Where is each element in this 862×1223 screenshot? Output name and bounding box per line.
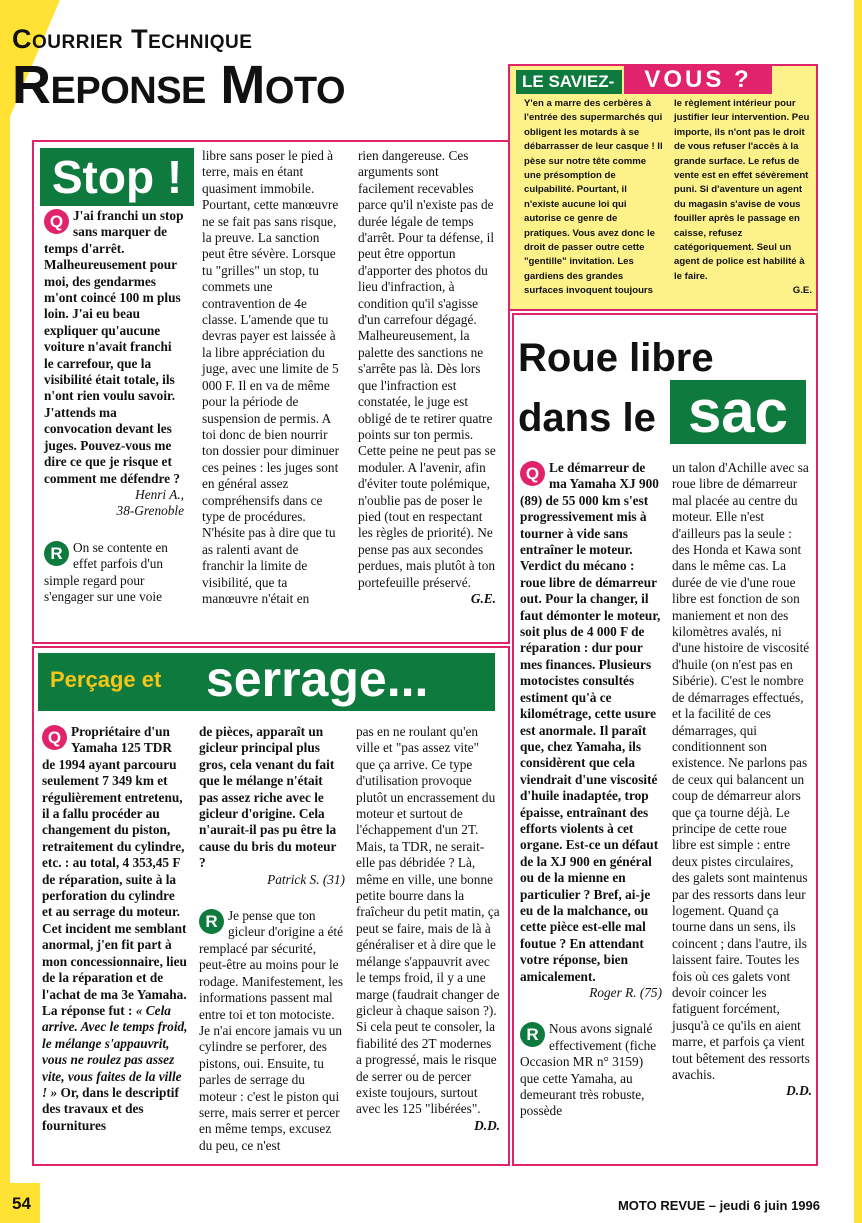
stop-column-2 <box>202 148 342 607</box>
roue-answer-start <box>520 1021 662 1119</box>
percage-question-text-1: Propriétaire d'un Yamaha 125 TDR de 1994 ayant parcouru seulement 7 349 km et régulièrement entretenu, il a fallu procéder au changement du piston, retraitement du cylindre, etc. : au total, 4 353,45 F de réparation, suite à la perforation du cylindre et au serrage du moteur. Cet incident me semblant anormal, j'en fit part à mon concessionnaire, lieu de la réparation et de l'achat de ma 3e Yamaha. La réponse fut : <box>42 724 187 1018</box>
stop-answer-text-2: libre sans poser le pied à terre, mais en étant quasiment immobile. Pourtant, cette manœuvre ne se fait pas sans risque, la preuve. La sanction peut être sévère. Lorsque tu "grilles" un stop, tu commets une contravention de 4e classe. L'amende que tu devras payer est laissée à la libre appréciation du juge, avec une limite de 5 000 F. Il en va de même pour la période de suspension de permis. A toi donc de bien nourrir ton dossier pour diminuer ces peines : les juges sont en général assez compréhensifs dans ce type de procédures. N'hésite pas à dire que tu as ralenti avant de franchir la limite de visibilité, que ta manœuvre n'était en <box>202 148 340 606</box>
roue-column-1 <box>520 460 662 1120</box>
percage-title-small: Perçage et <box>50 667 162 692</box>
percage-question-quote: « Cela arrive. Avec le temps froid, le mélange s'appauvrit, vous ne roulez pas assez vite, vous faites de la ville ! » <box>42 1002 188 1100</box>
percage-question <box>42 724 188 1134</box>
stop-answer-start <box>44 540 184 606</box>
roue-question <box>520 460 662 985</box>
did-you-know-title-part1: LE SAVIEZ- <box>516 70 622 94</box>
stop-author: Henri A., <box>135 486 184 502</box>
roue-signature: D.D. <box>786 1083 812 1099</box>
page-edge-left <box>0 0 10 1223</box>
did-you-know-title-part2: VOUS ? <box>624 66 772 94</box>
did-you-know-signature: G.E. <box>792 285 812 297</box>
stop-article-title: Stop ! <box>40 148 194 206</box>
percage-column-1 <box>42 724 188 1134</box>
percage-title-bar <box>38 653 495 711</box>
roue-title-line2: dans le <box>518 396 656 440</box>
page-headline: Reponse Moto <box>12 55 346 115</box>
roue-answer-text-1: Nous avons signalé effectivement (fiche Occasion MR n° 3159) que cette Yamaha, au demeurant très robuste, possède <box>520 1021 657 1119</box>
magazine-footer: MOTO REVUE – jeudi 6 juin 1996 <box>617 1198 820 1213</box>
did-you-know-text1: Y'en a marre des cerbères à l'entrée des supermarchés qui obligent les motards à se débarrasser de leur casque ! Il pèse sur notre tête comme une présomption de culpabilité. Pourtant, il n'existe aucune loi qui autorise ce genre de pratiques. Vous avez donc le droit de passer outre cette "gentille" invitation. Les gardiens des grandes surfaces invoquent toujours <box>524 98 663 297</box>
percage-answer-text-1: Je pense que ton gicleur d'origine a été remplacé par sécurité, peut-être au moins pour le rodage. Manifestement, les informations passent mal entre toi et ton motociste. Je n'ai encore jamais vu un cylindre se perforer, des pistons, oui. Ensuite, tu parles de serrage du moteur : c'est le piston qui serre, mais serrer et percer en même temps, excusez du peu, ce n'est <box>199 908 343 1153</box>
answer-badge-icon: R <box>44 541 69 566</box>
percage-question-text-2: Or, dans le descriptif des travaux et des fournitures <box>42 1084 179 1133</box>
answer-badge-icon: R <box>520 1022 545 1047</box>
did-you-know-text2: le règlement intérieur pour justifier leur intervention. Peu importe, ils n'ont pas le droit de vous refuser l'accès à la grande surface. Le refus de vente est en effet sévèrement puni. Si d'aventure un agent du magasin s'avise de vous fouiller après le passage en caisse, refusez catégoriquement. Seul un agent de police est habilité à le faire. <box>674 98 810 282</box>
stop-location: 38-Grenoble <box>116 503 184 519</box>
question-badge-icon: Q <box>44 209 69 234</box>
stop-signature: G.E. <box>470 590 496 606</box>
section-kicker: Courrier Technique <box>12 24 253 54</box>
percage-signature: D.D. <box>474 1117 500 1133</box>
roue-title-line1: Roue libre <box>518 336 714 380</box>
question-badge-icon: Q <box>42 725 67 750</box>
stop-question-text: J'ai franchi un stop sans marquer de temps d'arrêt. Malheureusement pour moi, des gendarmes m'ont coincé 100 m plus loin. J'ai eu beau expliquer qu'aucune voiture n'avait franchi le carrefour, que la visibilité était totale, ils n'ont rien voulu savoir. J'attends ma convocation devant les juges. Pouvez-vous me dire ce que je risque et comment me défendre ? <box>44 208 184 486</box>
roue-author: Roger R. (75) <box>589 985 662 1000</box>
roue-answer-text-2: un talon d'Achille avec sa roue libre de démarreur mal placée au centre du moteur. Elle n'est d'ailleurs pas la seule : des Honda et Kawa sont dans le même cas. La durée de vie d'une roue libre est fonction de son maniement et non des kilomètres avalés, ni d'une histoire de viscosité d'huile (on n'est pas en Sibérie). C'est le nombre de démarrages effectués, et la facilité de ces démarrages, qui conditionnent son existence. Ne parlons pas de ceux qui balancent un coup de démarreur alors que ça tourne déjà. Le principe de cette roue libre est simple : entre deux pistes circulaires, des galets sont maintenus par des ressorts dans leur logement. Quand ça tourne dans un sens, ils coincent ; dans l'autre, ils laissent faire. Toutes les fois où ces galets vont devoir coincer les fatiguent forcément, jusqu'à ce qu'ils en aient marre, et parfois ça vient tout bêtement des ressorts avachis. <box>672 460 810 1083</box>
stop-answer-text-1: On se contente en effet parfois d'un simple regard pour s'engager sur une voie <box>44 539 168 604</box>
percage-column-3 <box>356 724 500 1134</box>
did-you-know-col1 <box>524 97 664 299</box>
percage-column-2 <box>199 724 345 1154</box>
did-you-know-col2 <box>674 97 812 299</box>
percage-title-big: serrage... <box>206 651 429 707</box>
percage-answer-text-2: pas en ne roulant qu'en ville et "pas assez vite" que ça arrive. Ce type d'utilisation provoque plutôt un encrassement du moteur et surtout de l'échappement d'un 2T. Mais, ta TDR, ne serait-elle pas débridée ? Là, même en ville, une bonne petite bourre dans la fraîcheur du petit matin, ça peut se faire, mais de là à généraliser et à dire que le mélange s'appauvrit avec le temps froid, il y a une marge (faudrait changer de gicleur à chaque saison ?). Si cela peut te consoler, la fiabilité des 2T modernes a progressé, mais le risque de serrer ou de percer existe toujours, surtout avec les 125 "libérées". <box>356 724 500 1117</box>
question-badge-icon: Q <box>520 461 545 486</box>
roue-title-box: sac <box>670 380 806 444</box>
did-you-know-box <box>508 64 818 311</box>
percage-question-text-3: de pièces, apparaît un gicleur principal plus gros, cela venant du fait que le mélange n'était pas assez riche avec le gicleur d'origine. Cela n'aurait-il pas pu être la cause du bris du moteur ? <box>199 724 337 871</box>
stop-column-1 <box>44 208 184 605</box>
percage-author: Patrick S. (31) <box>267 871 345 887</box>
page-edge-right <box>854 0 862 1223</box>
answer-badge-icon: R <box>199 909 224 934</box>
percage-answer-start <box>199 908 345 1154</box>
roue-question-text: Le démarreur de ma Yamaha XJ 900 (89) de 55 000 km s'est progressivement mis à tourner à vide sans entraîner le moteur. Verdict du mécano : roue libre de démarreur out. Pour la changer, il faut démonter le moteur, soit plus de 4 000 F de réparation : dur pour mes finances. Plusieurs motocistes consultés estiment qu'à ce kilométrage, cette usure est anormale. Il paraît que, chez Yamaha, ils considèrent que cela viendrait d'une viscosité d'huile inadaptée, trop épaisse, entraînant des efforts violents à cet organe. Est-ce un défaut de la XJ 900 en général ou de la mienne en particulier ? Bref, ai-je eu de la malchance, ou cette pièce est-elle mal foutue ? En attendant votre réponse, bien amicalement. <box>520 460 661 984</box>
stop-question <box>44 208 184 487</box>
page-number: 54 <box>12 1194 31 1213</box>
stop-column-3 <box>358 148 496 607</box>
stop-answer-text-3: rien dangereuse. Ces arguments sont facilement recevables parce qu'il n'existe pas de durée légale de temps d'arrêt. Pour ta défense, il peut être opportun d'apporter des photos du lieu d'infraction, à condition qu'il s'agisse d'un carrefour dégagé. Malheureusement, la palette des sanctions ne s'arrête pas là. Dès lors que l'infraction est constatée, le juge est obligé de te retirer quatre points sur ton permis. Cette peine ne peut pas se moduler. A l'avenir, afin d'éviter toute polémique, n'oublie pas de poser le pied (tout en respectant les règles de priorité). Ne pense pas aux secondes perdues, mais plutôt à ton portefeuille préservé. <box>358 148 496 590</box>
roue-column-2 <box>672 460 812 1100</box>
